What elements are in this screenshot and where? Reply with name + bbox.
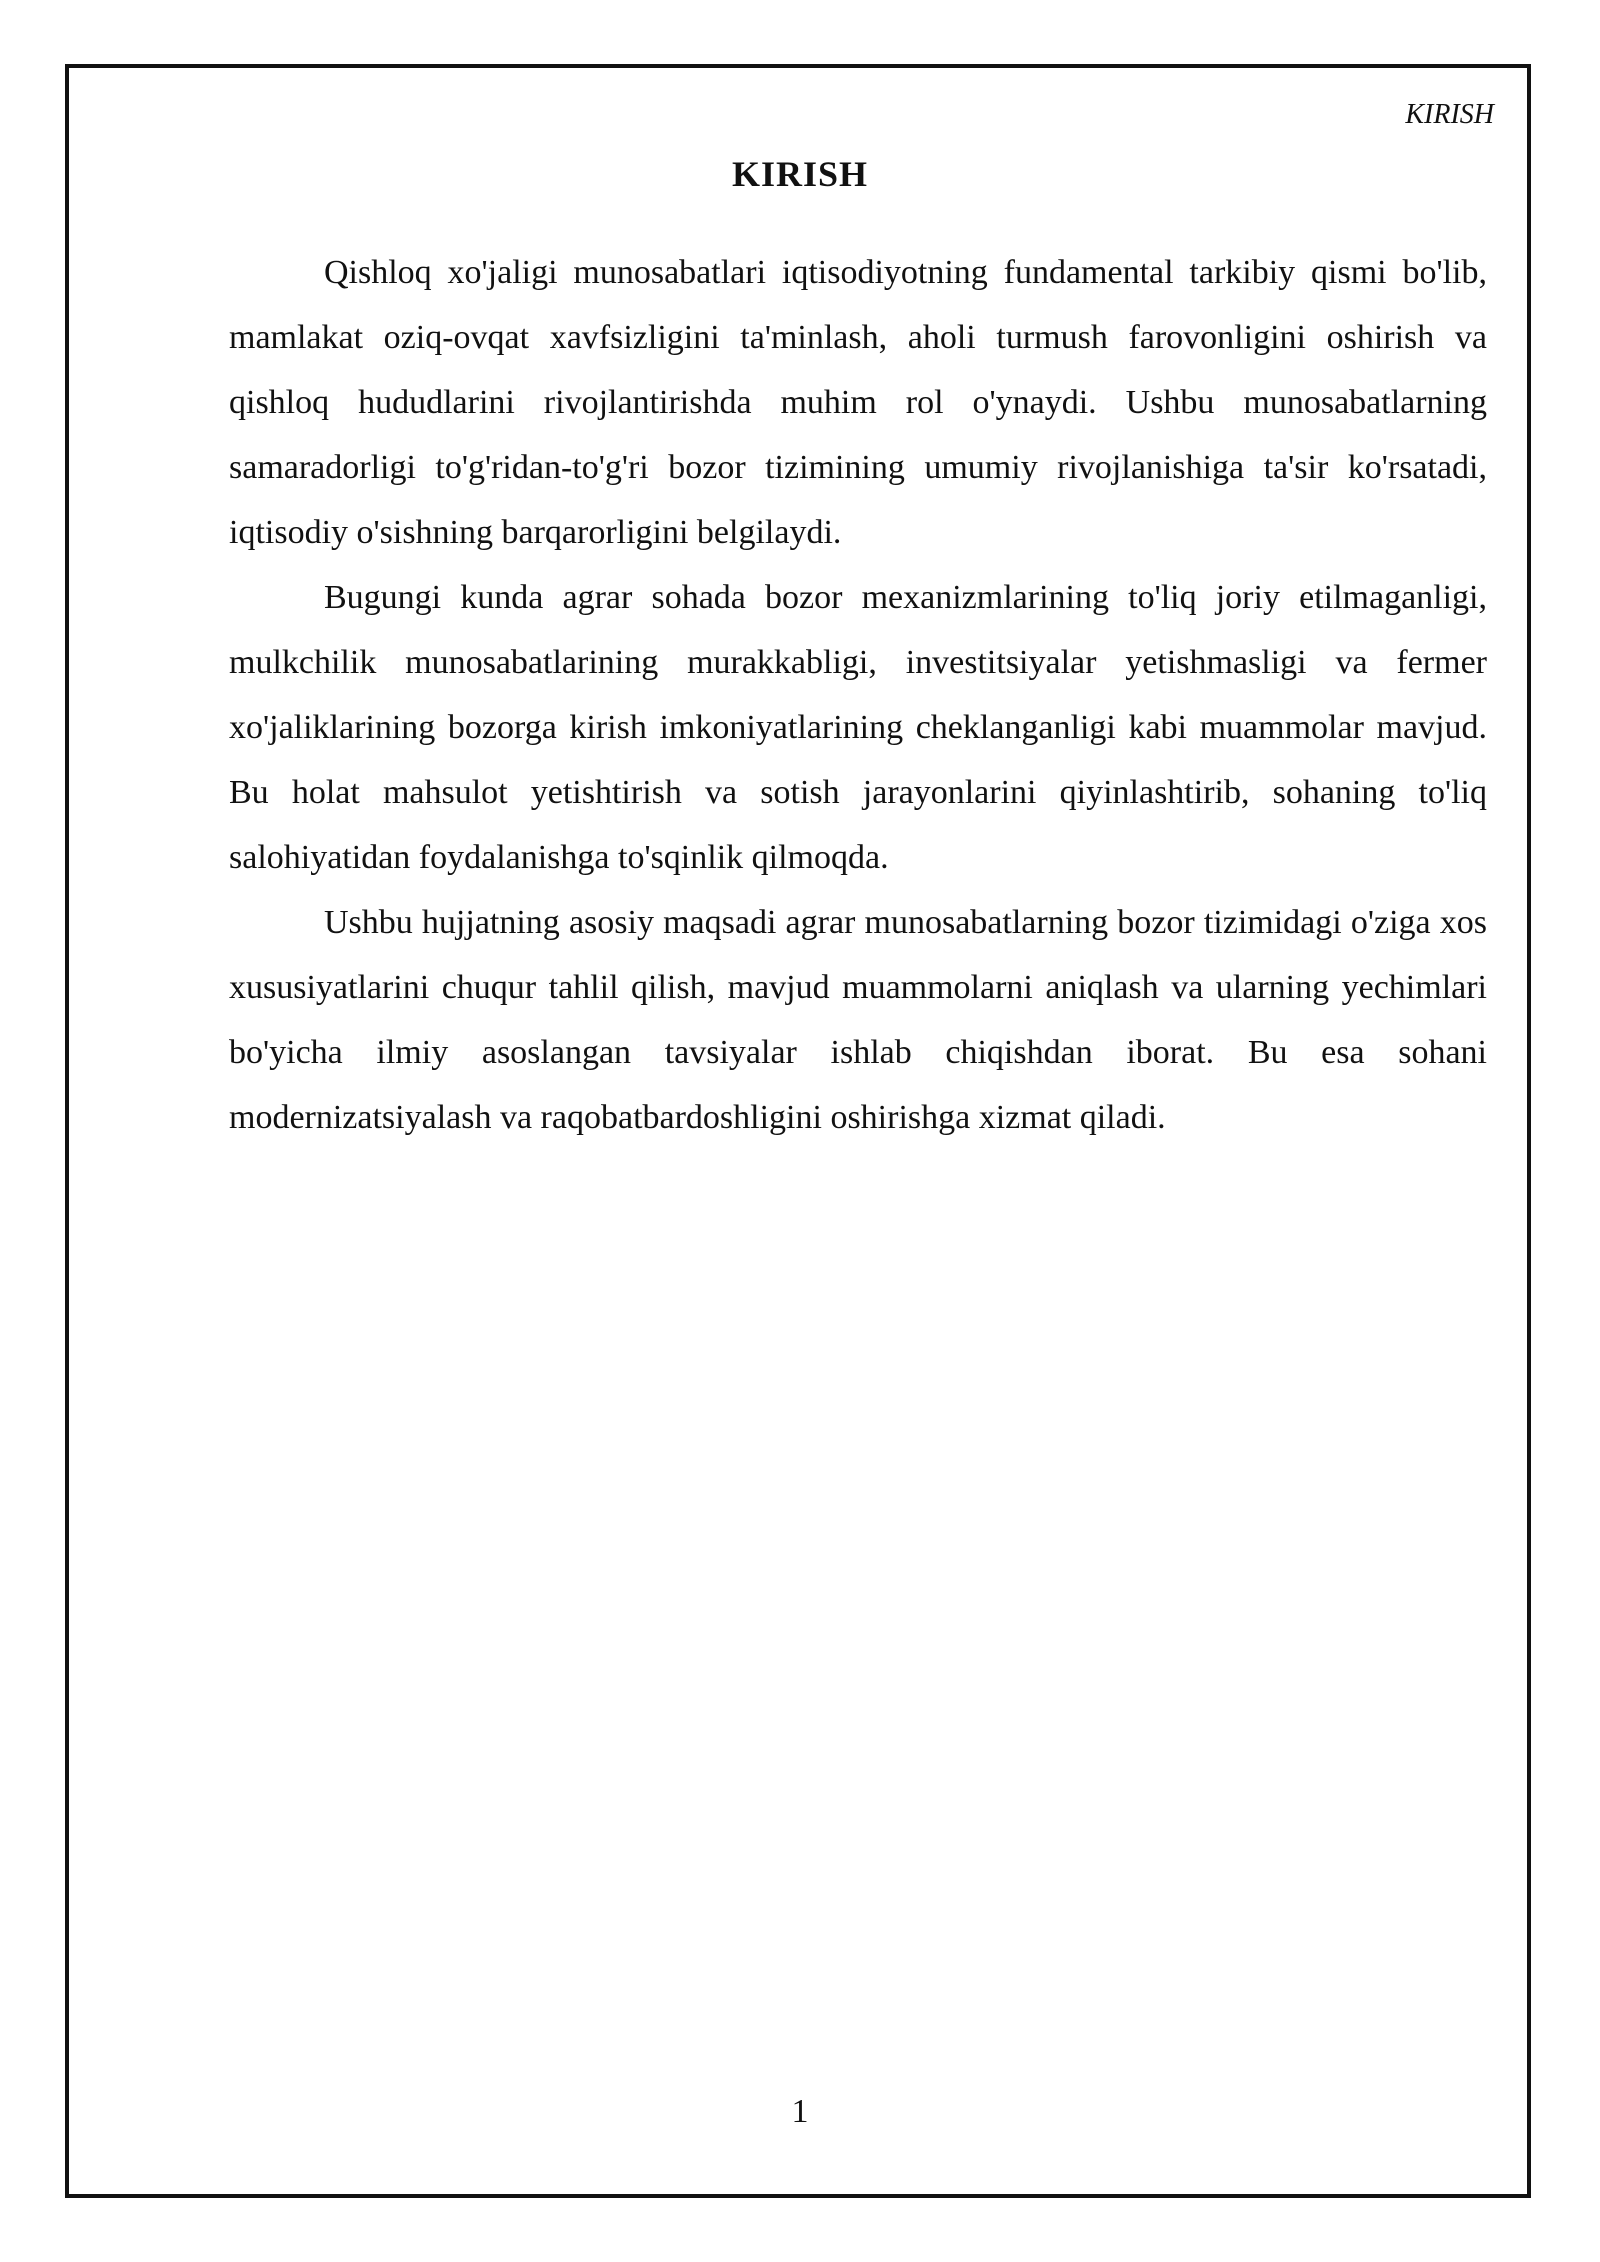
page-title: KIRISH xyxy=(731,154,869,194)
page-number: 1 xyxy=(791,2093,809,2130)
body-text xyxy=(229,240,1487,1150)
paragraph: Qishloq xo'jaligi munosabatlari iqtisodiyotning fundamental tarkibiy qismi bo'lib, mamlakat oziq-ovqat xavfsizligini ta'minlash, aholi turmush farovonligini oshirish va qishloq hududlarini rivojlantirishda muhim rol o'ynaydi. Ushbu munosabatlarning samaradorligi to'g'ridan-to'g'ri bozor tizimining umumiy rivojlanishiga ta'sir ko'rsatadi, iqtisodiy o'sishning barqarorligini belgilaydi. xyxy=(229,254,1487,551)
paragraph: Ushbu hujjatning asosiy maqsadi agrar munosabatlarning bozor tizimidagi o'ziga xos xususiyatlarini chuqur tahlil qilish, mavjud muammolarni aniqlash va ularning yechimlari bo'yicha ilmiy asoslangan tavsiyalar ishlab chiqishdan iborat. Bu esa sohani modernizatsiyalash va raqobatbardoshligini oshirishga xizmat qiladi. xyxy=(229,904,1487,1136)
running-header: KIRISH xyxy=(1405,99,1494,130)
paragraph: Bugungi kunda agrar sohada bozor mexanizmlarining to'liq joriy etilmaganligi, mulkchilik munosabatlarining murakkabligi, investitsiyalar yetishmasligi va fermer xo'jaliklarining bozorga kirish imkoniyatlarining cheklanganligi kabi muammolar mavjud. Bu holat mahsulot yetishtirish va sotish jarayonlarini qiyinlashtirib, sohaning to'liq salohiyatidan foydalanishga to'sqinlik qilmoqda. xyxy=(229,579,1487,876)
